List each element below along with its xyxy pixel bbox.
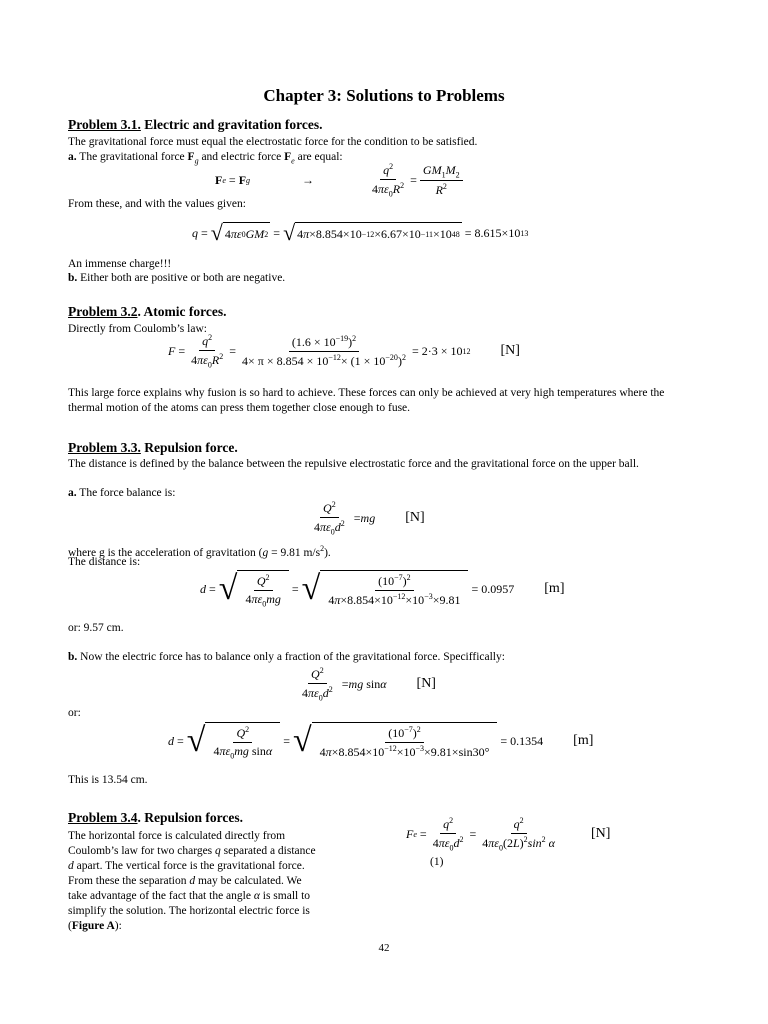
text-line: or: — [68, 707, 81, 719]
problem-3-1-heading — [68, 117, 322, 133]
unit-label: [N] — [405, 510, 425, 526]
unit-label: [m] — [573, 733, 594, 749]
equation: d = √ $\frac{Q^2}{4\pi\varepsilon_0mg \sin\alpha}$ = √ $\frac{(10^{-7})^2}{4\pi\times 8.854\times 10^{-12}\times 10^{-3}\times 9.81\times\sin 30^\circ}$ = 0.1354 [m] — [168, 722, 594, 761]
text-line: This is 13.54 cm. — [68, 774, 148, 786]
problem-3-2-heading: Problem 3.2. Atomic forces. — [68, 304, 227, 319]
equation: q = √ 4 πε 0 GM 2 = √ 4 π ×8.854×10 −12 ×6.67×10 −11 ×10 48 = 8.615×10 13 — [192, 220, 529, 245]
unit-label: [N] — [590, 826, 611, 842]
page-number: 42 — [378, 942, 390, 954]
equation: d = √ $\frac{Q^2}{4\pi\varepsilon_0mg}$ = √ $\frac{(10^{-7})^2}{4\pi\times 8.854\times 10^{-12}\times 10^{-3}\times 9.81}$ = 0.0957 [m] — [200, 570, 565, 609]
problem-number: Problem 3.2 — [68, 304, 138, 319]
problem-3-4-heading: Problem 3.4. Repulsion forces. — [68, 810, 244, 825]
equation: F e = F g → $\frac{q^2}{4\pi\varepsilon_0R^2}$ = $\frac{GM_1M_2}{R^2}$ — [215, 162, 466, 198]
text-line: or: 9.57 cm. — [68, 622, 124, 634]
text-line: a. The gravitational force $F_g$ and electric force $F_e$ are equal: — [68, 151, 343, 166]
paragraph: This large force explains why fusion is so hard to achieve. These forces can only be achieved at very high temperatures where the thermal motion of the atoms can press them together close enough to fuse. — [68, 387, 665, 414]
problem-title: Atomic forces. — [143, 304, 227, 319]
text-line: The gravitational force must equal the electrostatic force for the condition to be satisfied. — [68, 136, 478, 148]
text-line: An immense charge!!! — [68, 258, 172, 270]
unit-label: [m] — [544, 581, 565, 597]
equation: F e = $\frac{q^2}{4\pi\varepsilon_0d^2}$ = $\frac{q^2}{4\pi\varepsilon_0(2L)^2\sin^2 \alpha}$ [N] — [406, 816, 611, 853]
text-line: b. Now the electric force has to balance only a fraction of the gravitational force. Speciffically: — [68, 651, 505, 663]
equation: $\frac{Q^2}{4\pi\varepsilon_0d^2}$ = mg [N] — [314, 500, 425, 537]
text-line: a. The force balance is: — [68, 487, 176, 499]
chapter-title: Chapter 3: Solutions to Problems — [263, 86, 505, 105]
text-line: Directly from Coulomb’s law: — [68, 323, 207, 335]
equation: $\frac{Q^2}{4\pi\varepsilon_0d^2}$ = mg sin α [N] — [302, 666, 436, 703]
text-line: b. Either both are positive or both are negative. — [68, 272, 286, 284]
problem-number: Problem 3.4 — [68, 810, 138, 825]
text-line: where g is the acceleration of gravitation (g = 9.81 $m/s^2$). — [68, 544, 331, 559]
unit-label: [N] — [416, 676, 436, 692]
paragraph: The horizontal force is calculated directly from Coulomb’s law for two charges q separated a distance d apart. The vertical force is the gravitational force. From these the separation d may be calculated. We take advantage of the fact that the angle α is small to simplify the solution. The horizontal electric force is (Figure A): — [68, 830, 316, 932]
problem-title: Repulsion force. — [144, 440, 238, 455]
paragraph: The distance is defined by the balance between the repulsive electrostatic force and the gravitational force on the upper ball. — [68, 458, 639, 470]
text-line: From these, and with the values given: — [68, 198, 246, 210]
unit-label: [N] — [500, 343, 520, 359]
problem-number: Problem 3.1. — [68, 117, 141, 132]
equation-label: (1) — [430, 856, 444, 868]
problem-title: Electric and gravitation forces. — [144, 117, 323, 132]
problem-title: Repulsion forces. — [144, 810, 244, 825]
problem-number: Problem 3.3. — [68, 440, 141, 455]
text-line: The distance is: — [68, 556, 141, 568]
problem-3-3-heading — [68, 440, 238, 456]
equation: F = $\frac{q^2}{4\pi\varepsilon_0R^2}$ = $\frac{(1.6 \times 10^{-19})^2}{4\times \pi \times 8.854 \times 10^{-12}\times (1 \times 10^{-20})^2}$ = 2·3 × 10 12 [N] — [168, 333, 520, 370]
